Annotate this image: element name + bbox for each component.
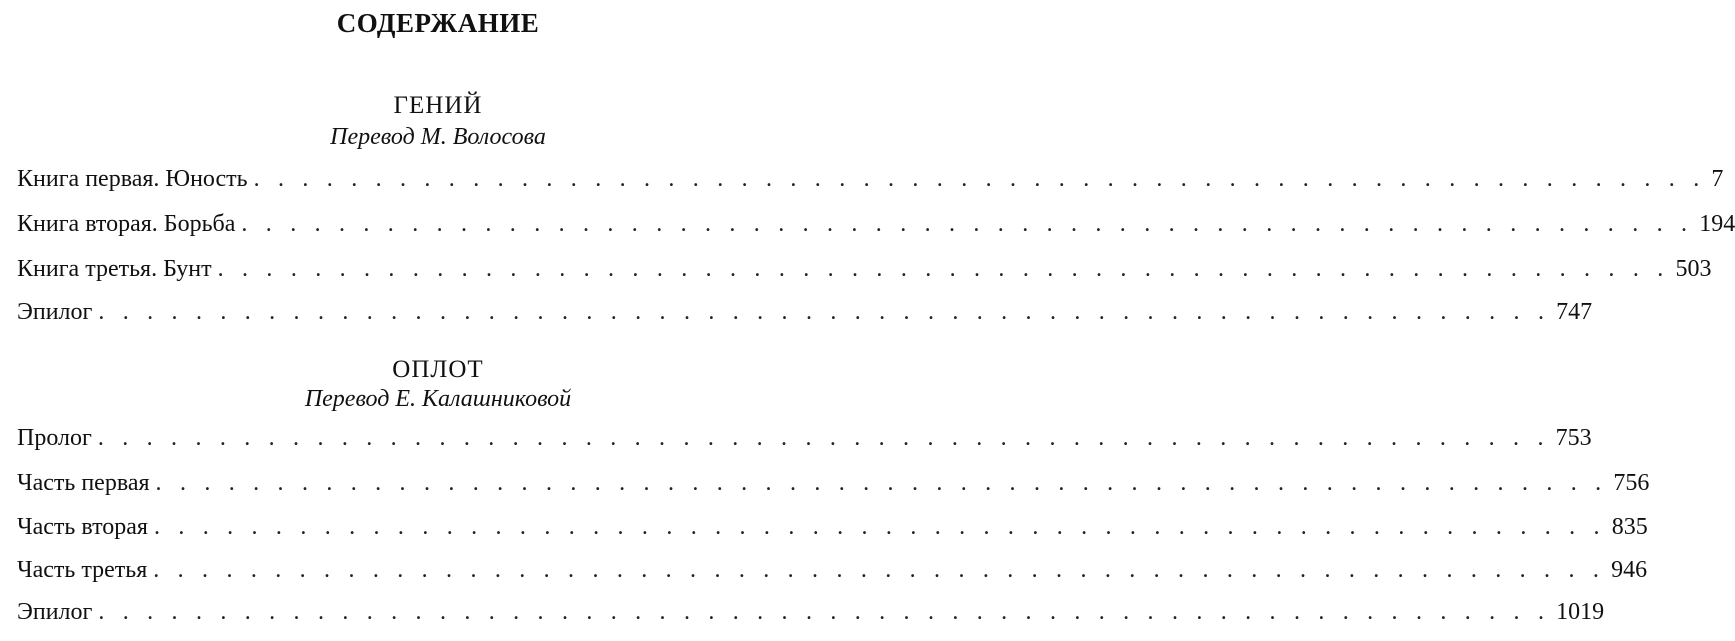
toc-entry-label: Эпилог bbox=[17, 599, 93, 625]
toc-entry-label: Часть третья bbox=[17, 557, 148, 583]
toc-entry[interactable] bbox=[17, 470, 1650, 500]
toc-entry-page-number: 1019 bbox=[1556, 599, 1605, 625]
toc-entry-label: Пролог bbox=[17, 425, 92, 451]
toc-entry[interactable] bbox=[17, 514, 1648, 544]
toc-entry-label: Часть первая bbox=[17, 470, 150, 496]
toc-entry[interactable] bbox=[17, 211, 1735, 241]
page-title: СОДЕРЖАНИЕ bbox=[336, 8, 540, 38]
toc-entry-label: Книга вторая. Борьба bbox=[17, 211, 236, 237]
dot-leader: . . . . . . . . . . . . . . . . . . . . . . . . . . . . . . . . . . . . . . . . . . . . . . . . . . . . . . . . . . . . bbox=[253, 166, 1706, 192]
toc-entry[interactable] bbox=[17, 599, 1605, 629]
dot-leader: . . . . . . . . . . . . . . . . . . . . . . . . . . . . . . . . . . . . . . . . . . . . . . . . . . . . . . . . . . . . bbox=[153, 557, 1606, 583]
dot-leader: . . . . . . . . . . . . . . . . . . . . . . . . . . . . . . . . . . . . . . . . . . . . . . . . . . . . . . . . . . . . bbox=[217, 256, 1670, 282]
section-translator-stronghold: Перевод Е. Калашниковой bbox=[304, 386, 572, 412]
toc-entry-page-number: 753 bbox=[1555, 425, 1592, 451]
dot-leader: . . . . . . . . . . . . . . . . . . . . . . . . . . . . . . . . . . . . . . . . . . . . . . . . . . . . . . . . . . . . bbox=[153, 514, 1606, 540]
toc-entry-label: Книга первая. Юность bbox=[17, 166, 248, 192]
toc-entry-page-number: 503 bbox=[1675, 256, 1712, 282]
toc-entry[interactable] bbox=[17, 256, 1712, 286]
toc-entry-page-number: 835 bbox=[1611, 514, 1648, 540]
dot-leader: . . . . . . . . . . . . . . . . . . . . . . . . . . . . . . . . . . . . . . . . . . . . . . . . . . . . . . . . . . . . bbox=[98, 299, 1551, 325]
toc-entry-page-number: 756 bbox=[1613, 470, 1650, 496]
dot-leader: . . . . . . . . . . . . . . . . . . . . . . . . . . . . . . . . . . . . . . . . . . . . . . . . . . . . . . . . . . . . bbox=[155, 470, 1608, 496]
dot-leader: . . . . . . . . . . . . . . . . . . . . . . . . . . . . . . . . . . . . . . . . . . . . . . . . . . . . . . . . . . . . bbox=[241, 211, 1694, 237]
toc-entry-label: Часть вторая bbox=[17, 514, 148, 540]
toc-entry[interactable] bbox=[17, 299, 1593, 329]
toc-entry[interactable] bbox=[17, 425, 1592, 455]
toc-entry-page-number: 194 bbox=[1699, 211, 1735, 237]
toc-entry[interactable] bbox=[17, 557, 1648, 587]
toc-entry-label: Книга третья. Бунт bbox=[17, 256, 212, 282]
toc-entry-page-number: 946 bbox=[1611, 557, 1648, 583]
toc-entry[interactable] bbox=[17, 166, 1724, 196]
dot-leader: . . . . . . . . . . . . . . . . . . . . . . . . . . . . . . . . . . . . . . . . . . . . . . . . . . . . . . . . . . . . bbox=[98, 599, 1551, 625]
toc-entry-label: Эпилог bbox=[17, 299, 93, 325]
section-title-stronghold: ОПЛОТ bbox=[392, 356, 484, 383]
section-title-genius: ГЕНИЙ bbox=[393, 92, 483, 119]
section-translator-genius: Перевод М. Волосова bbox=[330, 124, 546, 150]
dot-leader: . . . . . . . . . . . . . . . . . . . . . . . . . . . . . . . . . . . . . . . . . . . . . . . . . . . . . . . . . . . . bbox=[97, 425, 1550, 451]
toc-entry-page-number: 7 bbox=[1711, 166, 1724, 192]
toc-entry-page-number: 747 bbox=[1556, 299, 1593, 325]
